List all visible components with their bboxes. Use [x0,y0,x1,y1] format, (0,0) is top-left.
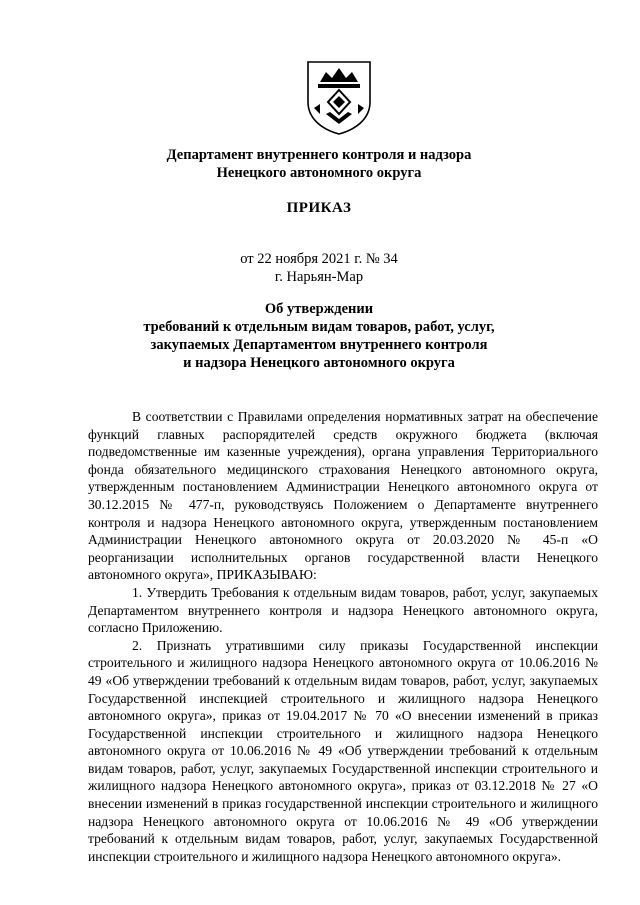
order-subject [60,300,578,372]
subject-line3: закупаемых Департаментом внутреннего контроля [150,337,488,353]
nenets-coat-of-arms-icon [304,58,374,136]
subject-line2: требований к отдельным видам товаров, работ, услуг, [143,319,495,335]
item-1-paragraph: 1. Утвердить Требования к отдельным видам товаров, работ, услуг, закупаемых Департаментом внутреннего контроля и надзора Ненецкого автономного округа, согласно Приложению. [88,584,598,636]
department-name-line1: Департамент внутреннего контроля и надзора [166,147,472,163]
item-2-paragraph: 2. Признать утратившими силу приказы Государственной инспекции строительного и жилищного надзора Ненецкого автономного округа от 10.06.2016 № 49 «Об утверждении требований к отдельным видам товаров, работ, услуг, закупаемых Государственной инспекцией строительного и жилищного надзора Ненецкого автономного округа», приказ от 19.04.2017 № 70 «О внесении изменений в приказ Государственной инспекции строительного и жилищного надзора Ненецкого автономного округа от 10.06.2016 № 49 «Об утверждении требований к отдельным видам товаров, работ, услуг, закупаемых Государственной инспекции строительного и жилищного надзора Ненецкого автономного округа», приказ от 03.12.2018 № 27 «О внесении изменений в приказ государственной инспекции строительного и жилищного надзора Ненецкого автономного округа от 10.06.2016 № 49 «Об утверждении требований к отдельным видам товаров, работ, услуг, закупаемых Государственной инспекции строительного и жилищного надзора Ненецкого автономного округа». [88,637,598,864]
department-header [60,146,578,182]
order-city: г. Нарьян-Мар [274,269,364,285]
subject-line4: и надзора Ненецкого автономного округа [183,355,455,371]
preamble-paragraph: В соответствии с Правилами определения нормативных затрат на обеспечение функций главных распорядителей средств окружного бюджета (включая подведомственные им казенные учреждения), органа управления Территориального фонда обязательного медицинского страхования Ненецкого автономного округа, утвержденным постановлением Администрации Ненецкого автономного округа от 30.12.2015 № 477-п, руководствуясь Положением о Департаменте внутреннего контроля и надзора Ненецкого автономного округа, утвержденным постановлением Администрации Ненецкого автономного округа от 20.03.2020 № 45-п «О реорганизации исполнительных органов государственной власти Ненецкого автономного округа», ПРИКАЗЫВАЮ: [88,409,598,583]
order-date-block [60,250,578,286]
department-name-line2: Ненецкого автономного округа [216,165,422,181]
order-title: ПРИКАЗ [286,200,352,216]
order-body [88,408,598,865]
order-date: от 22 ноября 2021 г. № 34 [240,251,398,267]
subject-line1: Об утверждении [264,301,374,317]
